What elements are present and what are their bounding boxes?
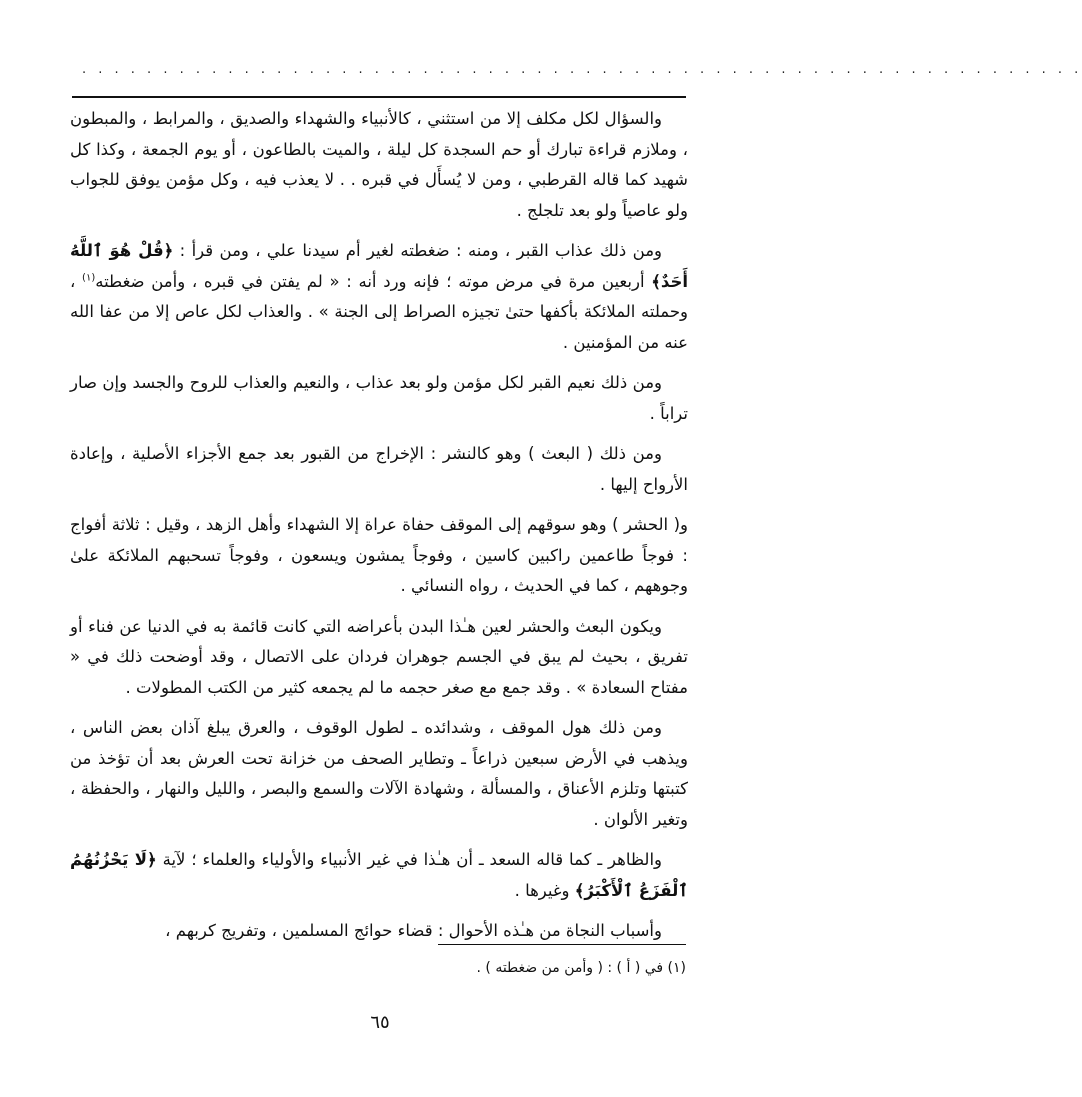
quran-verse-anbiya: ﴿لَا يَحْزُنُهُمُ ٱلْفَزَعُ ٱلْأَكْبَرُ﴾ — [70, 850, 688, 900]
main-text — [70, 104, 688, 947]
footnote-marker[interactable]: (١) — [82, 272, 96, 283]
paragraph-8-text-b: وغيرها . — [514, 880, 575, 900]
paragraph-6: ويكون البعث والحشر لعين هـٰذا البدن بأعراضه التي كانت قائمة به في الدنيا عن فناء أو تفريق ، بحيث لم يبق في الجسم جوهران فردان على الاتصال ، وقد أوضحت ذلك في « مفتاح السعادة » . وقد جمع مع صغر حجمه ما لم يجمعه كثير من الكتب المطولات . — [70, 616, 688, 697]
paragraph-8-text-a: والظاهر ـ كما قاله السعد ـ أن هـٰذا في غير الأنبياء والأولياء والعلماء ؛ لآية — [156, 850, 662, 869]
paragraph-4: ومن ذلك ( البعث ) وهو كالنشر : الإخراج من القبور بعد جمع الأجزاء الأصلية ، وإعادة الأرواح إليها . — [70, 444, 688, 494]
paragraph-2 — [70, 236, 688, 358]
paragraph-5: و( الحشر ) وهو سوقهم إلى الموقف حفاة عراة إلا الشهداء وأهل الزهد ، وقيل : ثلاثة أفواج : فوجاً طاعمين راكبين كاسين ، وفوجاً يمشون ويسعون ، وفوجاً تسحبهم الملائكة علىٰ وجوههم ، كما في الحديث ، رواه النسائي . — [70, 515, 688, 595]
page-number: ٦٥ — [370, 1012, 390, 1033]
paragraph-1: والسؤال لكل مكلف إلا من استثني ، كالأنبياء والشهداء والصديق ، والمرابط ، والمبطون ، وملازم قراءة تبارك أو حم السجدة كل ليلة ، والميت بالطاعون ، أو يوم الجمعة ، وكذا كل شهيد كما قاله القرطبي ، ومن لا يُسأَل في قبره . . لا يعذب فيه ، وكل مؤمن يوفق للجواب ولو عاصياً ولو بعد تلجلج . — [70, 109, 688, 220]
footnote-rule — [438, 944, 686, 945]
paragraph-2-text-a: ومن ذلك عذاب القبر ، ومنه : ضغطته لغير أم سيدنا علي ، ومن قرأ : — [173, 241, 662, 260]
header-rule — [72, 96, 686, 98]
paragraph-7: ومن ذلك هول الموقف ، وشدائده ـ لطول الوقوف ، والعرق يبلغ آذان بعض الناس ، ويذهب في الأرض سبعين ذراعاً ـ وتطاير الصحف من خزانة تحت العرش بعد أن تؤخذ من كتبتها وتلزم الأعناق ، والمسألة ، وشهادة الآلات والسمع والبصر ، والليل والنهار ، والحفظة ، وتغير الألوان . — [70, 718, 688, 829]
header-dotted-line: . . . . . . . . . . . . . . . . . . . . . . . . . . . . . . . . . . . . . . . . . . . . . . . . . . . . . . . . . . . . . . — [82, 62, 1082, 77]
quran-verse-ikhlas: ﴿قُلْ هُوَ ٱللَّهُ أَحَدٌ﴾ — [70, 241, 688, 291]
paragraph-8 — [70, 845, 688, 906]
paragraph-9: وأسباب النجاة من هـٰذه الأحوال : قضاء حوائج المسلمين ، وتفريج كربهم ، — [165, 921, 662, 940]
paragraph-2-text-c: ، وحملته الملائكة بأكفها حتىٰ تجيزه الصراط إلى الجنة » . والعذاب لكل عاص إلا من عفا الله عنه من المؤمنين . — [70, 271, 688, 352]
footnote: (١) في ( أ ) : ( وأمن من ضغطته ) . — [476, 960, 686, 976]
paragraph-3: ومن ذلك نعيم القبر لكل مؤمن ولو بعد عذاب ، والنعيم والعذاب للروح والجسد وإن صار تراباً . — [70, 373, 688, 423]
paragraph-2-text-b: أربعين مرة في مرض موته ؛ فإنه ورد أنه : « لم يفتن في قبره ، وأمن ضغطته — [95, 271, 652, 291]
